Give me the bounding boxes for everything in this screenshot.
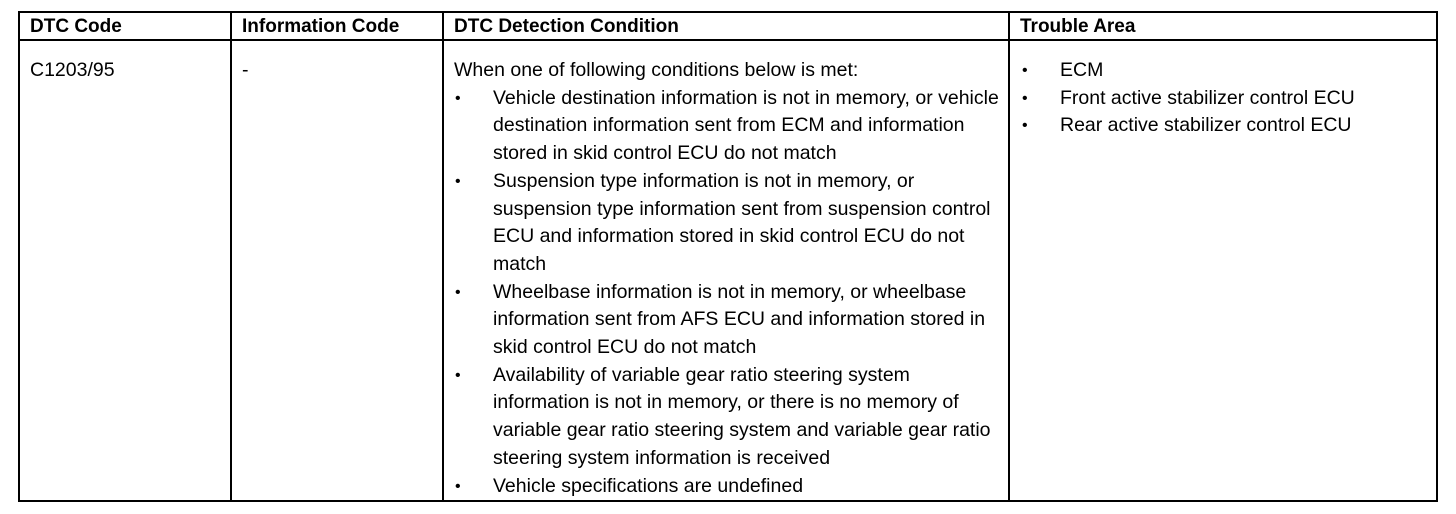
condition-text: Suspension type information is not in memory, or suspension type information sent from suspension control ECU and information stored in skid control ECU do not match: [493, 169, 991, 275]
condition-item: [454, 279, 1000, 362]
trouble-area-text: ECM: [1060, 59, 1104, 81]
bullet-icon: •: [455, 89, 461, 107]
condition-text: Wheelbase information is not in memory, or wheelbase information sent from AFS ECU and information stored in skid control ECU do not match: [493, 280, 986, 359]
bullet-icon: •: [455, 283, 461, 301]
header-dtc-code: DTC Code: [19, 12, 231, 40]
condition-item: [454, 168, 1000, 279]
header-information-code: Information Code: [231, 12, 443, 40]
trouble-area-list: [1020, 57, 1428, 140]
trouble-area-item: [1020, 57, 1428, 85]
condition-intro: When one of following conditions below is met:: [454, 59, 859, 81]
trouble-area-text: Front active stabilizer control ECU: [1060, 86, 1355, 109]
dtc-table: [18, 11, 1438, 502]
bullet-icon: •: [455, 172, 461, 190]
condition-item: [454, 473, 1000, 501]
header-dtc-detection-condition: DTC Detection Condition: [443, 12, 1009, 40]
cell-trouble-area: [1009, 40, 1437, 501]
cell-information-code: -: [231, 40, 443, 501]
trouble-area-item: [1020, 112, 1428, 140]
condition-text: Availability of variable gear ratio steering system information is not in memory, or there is no memory of variable gear ratio steering system and variable gear ratio steering system information is received: [493, 363, 991, 469]
bullet-icon: •: [455, 477, 461, 495]
bullet-icon: •: [1022, 89, 1028, 107]
bullet-icon: •: [455, 366, 461, 384]
bullet-icon: •: [1022, 117, 1028, 135]
condition-list: [454, 85, 1000, 501]
cell-dtc-code: C1203/95: [19, 40, 231, 501]
header-trouble-area: Trouble Area: [1009, 12, 1437, 40]
condition-item: [454, 362, 1000, 473]
trouble-area-text: Rear active stabilizer control ECU: [1060, 114, 1352, 137]
bullet-icon: •: [1022, 62, 1028, 79]
trouble-area-item: [1020, 85, 1428, 113]
condition-text: Vehicle destination information is not in memory, or vehicle destination information sent from ECM and information stored in skid control ECU do not match: [493, 86, 999, 165]
table-row: [19, 40, 1437, 501]
condition-text: Vehicle specifications are undefined: [493, 474, 804, 497]
condition-item: [454, 85, 1000, 168]
table-header-row: [19, 12, 1437, 40]
cell-detection-condition: [443, 40, 1009, 501]
